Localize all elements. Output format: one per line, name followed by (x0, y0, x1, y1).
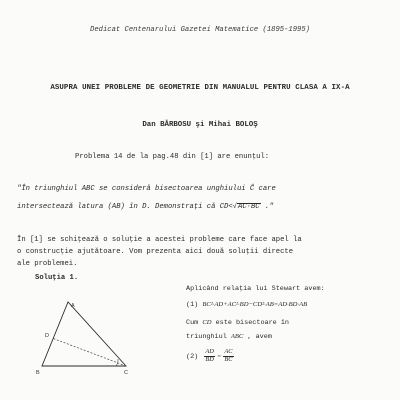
equation-1-body: BC²·AD+AC²·BD−CD²·AB=AD·BD·AB (202, 301, 308, 308)
problem-statement-line-1: "În triunghiul ABC se consideră bisectoarea unghiului Ĉ care (17, 185, 276, 193)
eq2-equals: = (216, 353, 222, 361)
cum-text: Cum (186, 319, 203, 327)
triangle-figure (30, 300, 140, 380)
equation-1-label: (1) (186, 301, 199, 309)
statement-end: ." (260, 203, 274, 211)
cum2-abc: ABC (230, 333, 244, 340)
cum2-text-b: , avem (243, 333, 272, 341)
equation-1 (186, 301, 307, 309)
eq2-right-den: BC (224, 355, 233, 363)
cum-cd: CD (202, 319, 212, 326)
stewart-intro: Aplicând relaţia lui Stewart avem: (186, 285, 325, 293)
cum2-text: triunghiul (186, 333, 231, 341)
eq2-right-fraction (223, 349, 233, 363)
paragraph-line-3: ale problemei. (17, 260, 78, 268)
dedication-line: Dedicat Centenarului Gazetei Matematice (1895-1995) (90, 26, 310, 34)
article-authors: Dan BĂRBOSU şi Mihai BOLOŞ (142, 121, 258, 129)
eq2-right-num: AC (224, 348, 233, 355)
statement-text: intersectează latura (AB) în D. Demonstraţi că CD< (17, 203, 233, 211)
cum-line-1 (186, 319, 289, 327)
paragraph-line-2: o construcţie ajutătoare. Vom prezenta aici două soluţii directe (17, 248, 294, 256)
paragraph-line-1: În [1] se schiţează o soluţie a acestei probleme care face apel la (17, 236, 302, 244)
label-d: D (45, 333, 49, 339)
label-b: B (36, 370, 40, 376)
eq2-left-den: BD (205, 355, 214, 363)
problem-intro: Problema 14 de la pag.48 din [1] are enunţul: (75, 153, 270, 161)
cum-line-2 (186, 333, 272, 341)
angle-mark (116, 359, 118, 366)
equation-2 (186, 349, 236, 363)
bisector-cd (52, 338, 126, 366)
solution-heading: Soluţia 1. (35, 274, 79, 282)
label-c: C (124, 370, 128, 376)
triangle-abc (42, 302, 126, 366)
eq2-left-num: AD (205, 348, 214, 355)
article-title: ASUPRA UNEI PROBLEME DE GEOMETRIE DIN MANUALUL PENTRU CLASA A IX-A (50, 84, 350, 92)
statement-sqrt: AC·BC (238, 203, 260, 211)
cum-text-b: este bisectoare în (211, 319, 289, 327)
label-a: A (71, 303, 75, 309)
equation-2-label: (2) (186, 353, 199, 362)
problem-statement-line-2: intersectează latura (AB) în D. Demonstraţi că CD<√AC·BC ." (17, 203, 274, 211)
eq2-left-fraction (204, 349, 215, 363)
